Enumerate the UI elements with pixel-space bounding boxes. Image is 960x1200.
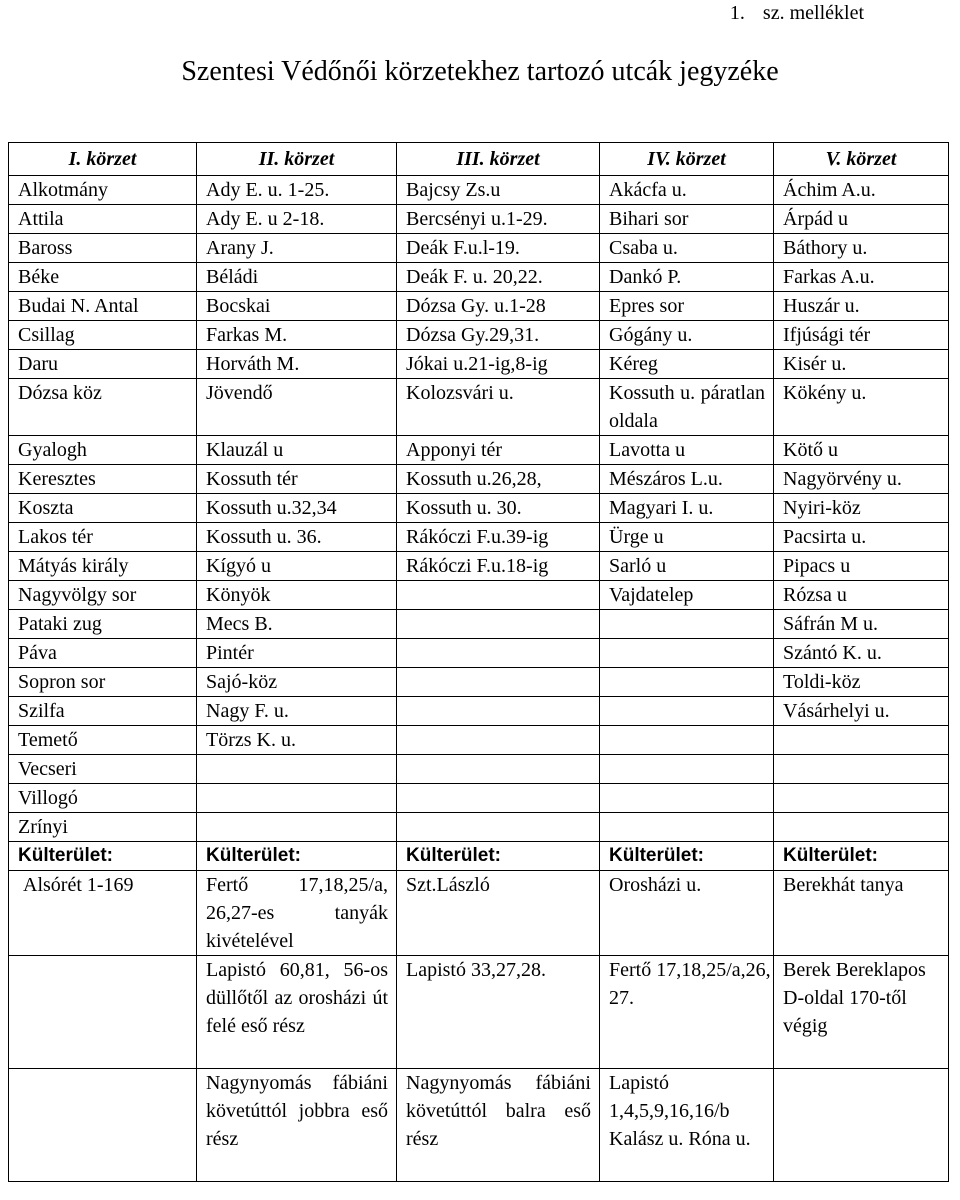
street-cell [397,755,600,784]
kulterulet-cell: Alsórét 1-169 [9,871,197,956]
street-cell: Kolozsvári u. [397,379,600,436]
street-cell: Zrínyi [9,813,197,842]
table-row [9,581,949,610]
street-cell: Nagyvölgy sor [9,581,197,610]
table-row [9,784,949,813]
street-cell: Bihari sor [600,205,774,234]
table-row [9,726,949,755]
street-cell [600,784,774,813]
street-cell [197,813,397,842]
street-cell: Dankó P. [600,263,774,292]
table-row [9,234,949,263]
street-cell: Huszár u. [774,292,949,321]
table-row [9,610,949,639]
kulterulet-header: Külterület: [600,842,774,871]
kulterulet-row [9,956,949,1069]
street-cell: Rákóczi F.u.18-ig [397,552,600,581]
street-cell: Gógány u. [600,321,774,350]
street-cell: Sáfrán M u. [774,610,949,639]
street-cell [197,755,397,784]
street-cell: Bocskai [197,292,397,321]
street-cell [397,668,600,697]
street-rows [9,176,949,842]
street-cell [600,668,774,697]
street-cell: Rákóczi F.u.39-ig [397,523,600,552]
street-cell: Budai N. Antal [9,292,197,321]
street-cell: Epres sor [600,292,774,321]
street-cell: Lavotta u [600,436,774,465]
street-cell: Kökény u. [774,379,949,436]
street-cell: Törzs K. u. [197,726,397,755]
street-cell: Kossuth u. páratlan oldala [600,379,774,436]
street-cell: Könyök [197,581,397,610]
table-row [9,321,949,350]
table-row [9,813,949,842]
street-cell: Dózsa Gy.29,31. [397,321,600,350]
table-row [9,350,949,379]
annex-label [730,2,864,25]
street-cell [397,697,600,726]
street-cell: Mészáros L.u. [600,465,774,494]
document-title: Szentesi Védőnői körzetekhez tartozó utcák jegyzéke [181,56,779,87]
kulterulet-header-row [9,842,949,871]
street-cell: Keresztes [9,465,197,494]
kulterulet-cell: Berek Bereklapos D-oldal 170-től végig [774,956,949,1069]
street-cell: Farkas A.u. [774,263,949,292]
street-cell: Béke [9,263,197,292]
street-cell: Deák F. u. 20,22. [397,263,600,292]
header-row [9,143,949,176]
street-cell: Akácfa u. [600,176,774,205]
street-cell: Kossuth tér [197,465,397,494]
street-cell: Árpád u [774,205,949,234]
street-cell [774,813,949,842]
street-cell [774,784,949,813]
table-row [9,668,949,697]
street-cell [397,784,600,813]
street-cell: Nagyörvény u. [774,465,949,494]
table-row [9,465,949,494]
kulterulet-header: Külterület: [197,842,397,871]
street-cell: Ady E. u. 1-25. [197,176,397,205]
street-cell: Vecseri [9,755,197,784]
street-cell: Bercsényi u.1-29. [397,205,600,234]
kulterulet-cell: Nagynyomás fábiáni követúttól jobbra eső rész [197,1069,397,1182]
street-cell: Vajdatelep [600,581,774,610]
kulterulet-section [9,842,949,1182]
table-row [9,379,949,436]
street-cell: Vásárhelyi u. [774,697,949,726]
street-cell: Csaba u. [600,234,774,263]
street-cell [397,813,600,842]
street-cell: Attila [9,205,197,234]
street-cell: Gyalogh [9,436,197,465]
street-cell [774,726,949,755]
street-cell [600,639,774,668]
street-cell: Kossuth u.26,28, [397,465,600,494]
kulterulet-cell: Nagynyomás fábiáni követúttól balra eső rész [397,1069,600,1182]
street-cell: Kígyó u [197,552,397,581]
street-cell: Szilfa [9,697,197,726]
street-cell [397,726,600,755]
kulterulet-header: Külterület: [397,842,600,871]
street-cell: Daru [9,350,197,379]
street-cell: Mecs B. [197,610,397,639]
street-cell: Arany J. [197,234,397,263]
street-cell: Nyiri-köz [774,494,949,523]
street-cell [600,813,774,842]
street-cell: Csillag [9,321,197,350]
street-cell: Pataki zug [9,610,197,639]
street-cell: Kisér u. [774,350,949,379]
kulterulet-cell: Lapistó 33,27,28. [397,956,600,1069]
street-cell: Deák F.u.l-19. [397,234,600,263]
district-header: IV. körzet [600,143,774,176]
kulterulet-cell: Szt.László [397,871,600,956]
street-cell: Villogó [9,784,197,813]
street-cell [600,726,774,755]
table-row [9,436,949,465]
street-cell: Magyari I. u. [600,494,774,523]
street-cell: Áchim A.u. [774,176,949,205]
annex-number: 1. [729,2,745,24]
kulterulet-cell [9,1069,197,1182]
district-header: I. körzet [9,143,197,176]
street-cell [197,784,397,813]
district-header: II. körzet [197,143,397,176]
street-cell: Pipacs u [774,552,949,581]
street-cell: Ifjúsági tér [774,321,949,350]
kulterulet-header: Külterület: [774,842,949,871]
street-cell: Páva [9,639,197,668]
street-cell: Farkas M. [197,321,397,350]
kulterulet-row [9,1069,949,1182]
table-row [9,552,949,581]
street-cell: Nagy F. u. [197,697,397,726]
street-cell: Kossuth u. 30. [397,494,600,523]
street-cell: Alkotmány [9,176,197,205]
street-cell [774,755,949,784]
kulterulet-cell [9,956,197,1069]
kulterulet-cell: Lapistó 60,81, 56-os düllőtől az orosházi út felé eső rész [197,956,397,1069]
street-cell: Kossuth u.32,34 [197,494,397,523]
street-cell: Kossuth u. 36. [197,523,397,552]
table-row [9,755,949,784]
table-row [9,205,949,234]
street-cell [600,610,774,639]
street-cell: Pacsirta u. [774,523,949,552]
table-row [9,494,949,523]
kulterulet-header: Külterület: [9,842,197,871]
table-row [9,176,949,205]
kulterulet-row [9,871,949,956]
street-cell: Dózsa köz [9,379,197,436]
street-cell [397,581,600,610]
street-cell: Jövendő [197,379,397,436]
table-row [9,263,949,292]
street-cell: Sopron sor [9,668,197,697]
street-cell: Sajó-köz [197,668,397,697]
district-header: V. körzet [774,143,949,176]
street-cell: Béládi [197,263,397,292]
table-row [9,639,949,668]
street-cell: Lakos tér [9,523,197,552]
street-cell [600,755,774,784]
street-cell: Toldi-köz [774,668,949,697]
street-cell: Klauzál u [197,436,397,465]
kulterulet-cell [774,1069,949,1182]
street-cell [397,610,600,639]
street-cell: Jókai u.21-ig,8-ig [397,350,600,379]
street-cell: Koszta [9,494,197,523]
street-cell: Baross [9,234,197,263]
street-cell [600,697,774,726]
street-cell: Mátyás király [9,552,197,581]
street-cell: Horváth M. [197,350,397,379]
street-cell: Sarló u [600,552,774,581]
district-streets-table [8,142,949,1182]
street-cell: Pintér [197,639,397,668]
street-cell: Ürge u [600,523,774,552]
street-cell: Kéreg [600,350,774,379]
table-row [9,523,949,552]
street-cell: Ady E. u 2-18. [197,205,397,234]
street-cell: Szántó K. u. [774,639,949,668]
street-cell: Báthory u. [774,234,949,263]
street-cell: Apponyi tér [397,436,600,465]
table-row [9,292,949,321]
street-cell [397,639,600,668]
kulterulet-cell: Fertő 17,18,25/a,26, 27. [600,956,774,1069]
street-cell: Temető [9,726,197,755]
street-cell: Dózsa Gy. u.1-28 [397,292,600,321]
kulterulet-cell: Berekhát tanya [774,871,949,956]
kulterulet-cell: Fertő 17,18,25/a, 26,27-es tanyák kivételével [197,871,397,956]
annex-text: sz. melléklet [762,2,864,24]
district-header: III. körzet [397,143,600,176]
street-cell: Rózsa u [774,581,949,610]
kulterulet-cell: Orosházi u. [600,871,774,956]
kulterulet-cell: Lapistó 1,4,5,9,16,16/b Kalász u. Róna u. [600,1069,774,1182]
table-row [9,697,949,726]
street-cell: Bajcsy Zs.u [397,176,600,205]
street-cell: Kötő u [774,436,949,465]
